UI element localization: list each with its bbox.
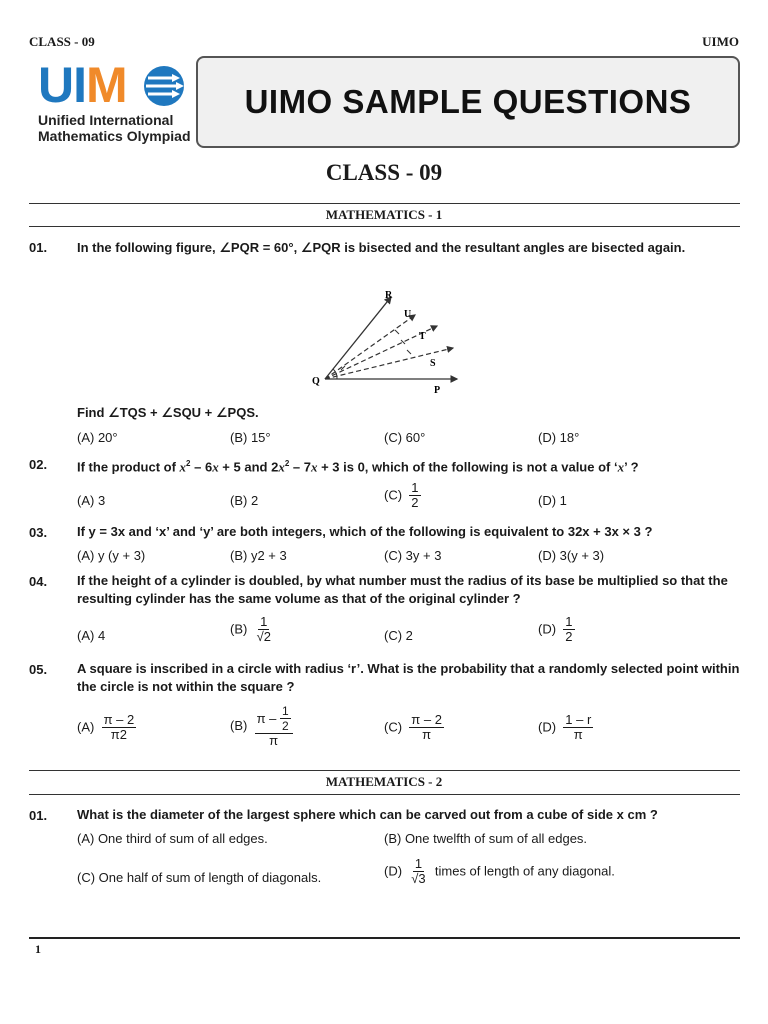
label-q: Q [312,376,320,387]
question-text: A square is inscribed in a circle with radius ‘r’. What is the probability that a randomly selected point within the circle is not within the square ? [77,661,740,694]
option-d: (D) 1 [538,493,567,508]
option-b: (B) One twelfth of sum of all edges. [384,831,588,846]
label-t: T [419,331,426,342]
globe-arrows-icon [142,64,186,108]
option-b: (B) y2 + 3 [230,548,287,563]
label-s: S [430,358,436,369]
option-a: (A) 20° [77,430,118,445]
option-a: (A) 4 [77,628,106,643]
question-text: If the height of a cylinder is doubled, by what number must the radius of its base be multiplied so that the resulting cylinder has the same volume as that of the original cylinder ? [77,573,728,606]
option-c: (C) 60° [384,430,426,445]
header-class-label: CLASS - 09 [29,34,95,49]
option-d: (D) $\frac{1 - r}{\pi}$ [538,712,592,742]
question-text: If the product of $x^2 - 6x + 5$ and $2x^2 - 7x + 3$ is 0, which of the following is not a value of ‘x’ ? [77,459,639,475]
section-title-math-2: MATHEMATICS - 2 [325,774,443,789]
page-number: 1 [35,942,41,956]
label-p: P [434,385,441,396]
section-rule-bottom [29,794,740,795]
question-number: 02. [29,457,48,472]
angle-bisector-figure [305,280,475,400]
option-d: (D) 18° [538,430,580,445]
question-text: In the following figure, ∠PQR = 60°, ∠PQR is bisected and the resultant angles are bisected again. [77,240,686,255]
section-rule-top [29,203,740,204]
option-b: (B) $\frac{1}{√2}$ [230,614,271,644]
option-d: (D) 3(y + 3) [538,548,605,563]
logo-letter-m: M [86,57,127,113]
option-b: (B) 2 [230,493,259,508]
footer-rule [29,937,740,939]
option-a: (A) One third of sum of all edges. [77,831,268,846]
section-rule-bottom [29,226,740,227]
banner-title: UIMO SAMPLE QUESTIONS [244,83,692,120]
option-c: (C) 3y + 3 [384,548,442,563]
label-r: R [385,290,393,301]
option-b: (B) π – $\frac{1}{2}$ π [230,704,293,748]
label-u: U [404,309,412,320]
option-b: (B) 15° [230,430,271,445]
question-number: 03. [29,525,48,540]
question-text: What is the diameter of the largest sphere which can be carved out from a cube of side x cm ? [77,807,658,822]
question-number: 01. [29,808,48,823]
question-number: 05. [29,662,48,677]
option-c: (C) $\frac{1}{2}$ [384,480,419,510]
question-text: If y = 3x and ‘x’ and ‘y’ are both integers, which of the following is equivalent to 32x + 3x × 3 ? [77,524,653,539]
question-subtext: Find ∠TQS + ∠SQU + ∠PQS. [77,405,259,420]
logo-line-1: Unified International [38,112,174,128]
option-c: (C) One half of sum of length of diagonals. [77,870,322,885]
section-rule-top [29,770,740,771]
option-a: (A) 3 [77,493,106,508]
logo-line-2: Mathematics Olympiad [38,128,191,144]
question-number: 04. [29,574,48,589]
section-title-math-1: MATHEMATICS - 1 [325,207,443,222]
option-d: (D) $\frac{1}{2}$ [538,614,573,644]
option-c: (C) $\frac{\pi - 2}{\pi}$ [384,712,442,742]
option-a: (A) $\frac{\pi - 2}{\pi 2}$ [77,712,135,742]
logo-letters-ui: UI [38,57,86,113]
option-c: (C) 2 [384,628,413,643]
uimo-logo [38,57,191,150]
option-a: (A) y (y + 3) [77,548,146,563]
class-title: CLASS - 09 [325,160,443,185]
question-number: 01. [29,240,48,255]
header-uimo-label: UIMO [702,34,739,49]
option-d: (D) $\frac{1}{√3}$ times of length of any diagonal. [384,856,615,886]
